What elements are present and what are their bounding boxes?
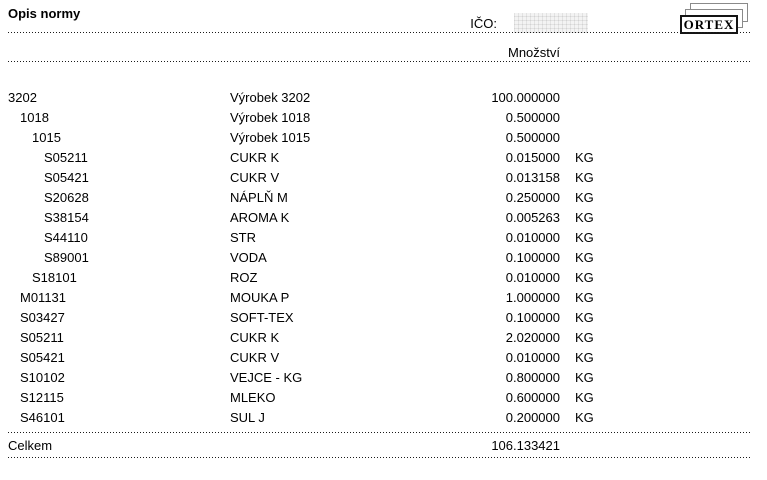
table-row xyxy=(0,128,767,148)
table-row xyxy=(0,328,767,348)
item-name: CUKR V xyxy=(230,350,280,365)
item-code: S38154 xyxy=(44,210,89,225)
item-unit: KG xyxy=(575,310,594,325)
item-name: VEJCE - KG xyxy=(230,370,303,385)
item-code: M01131 xyxy=(20,290,67,305)
item-unit: KG xyxy=(575,210,594,225)
item-code: S20628 xyxy=(44,190,89,205)
item-unit: KG xyxy=(575,370,594,385)
item-quantity: 0.800000 xyxy=(505,370,560,385)
table-row xyxy=(0,208,767,228)
item-quantity: 0.010000 xyxy=(505,350,560,365)
table-row xyxy=(0,308,767,328)
item-name: CUKR K xyxy=(230,150,280,165)
item-code: 1015 xyxy=(32,130,61,145)
quantity-column-header: Množství xyxy=(507,45,560,60)
item-code: S05421 xyxy=(44,170,89,185)
item-name: VODA xyxy=(230,250,267,265)
item-name: Výrobek 1015 xyxy=(230,130,311,145)
item-unit: KG xyxy=(575,250,594,265)
item-name: Výrobek 1018 xyxy=(230,110,311,125)
item-unit: KG xyxy=(575,410,594,425)
item-quantity: 0.010000 xyxy=(505,230,560,245)
item-code: S46101 xyxy=(20,410,65,425)
item-code: S05211 xyxy=(20,330,64,345)
item-code: S03427 xyxy=(20,310,65,325)
item-name: SUL J xyxy=(230,410,265,425)
table-row xyxy=(0,348,767,368)
table-row xyxy=(0,88,767,108)
table-row xyxy=(0,148,767,168)
item-quantity: 0.600000 xyxy=(505,390,560,405)
table-row xyxy=(0,188,767,208)
item-unit: KG xyxy=(575,170,594,185)
item-code: 3202 xyxy=(8,90,37,105)
item-quantity: 0.500000 xyxy=(505,110,560,125)
ico-value-redacted xyxy=(514,13,588,33)
norm-items-table xyxy=(0,88,767,428)
divider-total-bottom xyxy=(8,457,750,459)
item-quantity: 0.010000 xyxy=(505,270,560,285)
table-row xyxy=(0,288,767,308)
item-unit: KG xyxy=(575,270,594,285)
item-code: 1018 xyxy=(20,110,49,125)
item-code: S05421 xyxy=(20,350,65,365)
item-quantity: 0.013158 xyxy=(505,170,560,185)
total-label: Celkem xyxy=(8,438,53,453)
item-code: S44110 xyxy=(44,230,88,245)
divider-total-top xyxy=(8,432,750,434)
item-name: CUKR V xyxy=(230,170,280,185)
page-title: Opis normy xyxy=(8,6,81,21)
item-unit: KG xyxy=(575,330,594,345)
ico-label: IČO: xyxy=(470,16,497,31)
item-name: MOUKA P xyxy=(230,290,290,305)
item-name: NÁPLŇ M xyxy=(230,190,288,205)
item-code: S05211 xyxy=(44,150,88,165)
item-name: Výrobek 3202 xyxy=(230,90,311,105)
table-row xyxy=(0,368,767,388)
item-unit: KG xyxy=(575,350,594,365)
table-row xyxy=(0,168,767,188)
table-row xyxy=(0,108,767,128)
divider-top xyxy=(8,32,750,34)
logo-text: ORTEX xyxy=(683,16,735,32)
table-row xyxy=(0,408,767,428)
item-code: S89001 xyxy=(44,250,89,265)
item-quantity: 0.015000 xyxy=(505,150,560,165)
item-quantity: 1.000000 xyxy=(505,290,560,305)
item-unit: KG xyxy=(575,390,594,405)
table-row xyxy=(0,248,767,268)
item-quantity: 0.005263 xyxy=(505,210,560,225)
total-value: 106.133421 xyxy=(491,438,560,453)
item-code: S18101 xyxy=(32,270,77,285)
item-code: S12115 xyxy=(20,390,64,405)
item-quantity: 100.000000 xyxy=(491,90,560,105)
ortex-logo xyxy=(680,2,752,36)
item-name: AROMA K xyxy=(230,210,290,225)
divider-header xyxy=(8,61,750,63)
item-quantity: 0.250000 xyxy=(505,190,560,205)
item-name: SOFT-TEX xyxy=(230,310,294,325)
item-code: S10102 xyxy=(20,370,65,385)
item-name: CUKR K xyxy=(230,330,280,345)
item-quantity: 2.020000 xyxy=(505,330,560,345)
item-unit: KG xyxy=(575,190,594,205)
item-quantity: 0.200000 xyxy=(505,410,560,425)
item-quantity: 0.100000 xyxy=(505,250,560,265)
item-quantity: 0.100000 xyxy=(505,310,560,325)
item-quantity: 0.500000 xyxy=(505,130,560,145)
item-unit: KG xyxy=(575,150,594,165)
table-row xyxy=(0,268,767,288)
table-row xyxy=(0,228,767,248)
item-unit: KG xyxy=(575,230,594,245)
item-name: ROZ xyxy=(230,270,258,285)
item-name: STR xyxy=(230,230,256,245)
item-unit: KG xyxy=(575,290,594,305)
table-row xyxy=(0,388,767,408)
item-name: MLEKO xyxy=(230,390,276,405)
